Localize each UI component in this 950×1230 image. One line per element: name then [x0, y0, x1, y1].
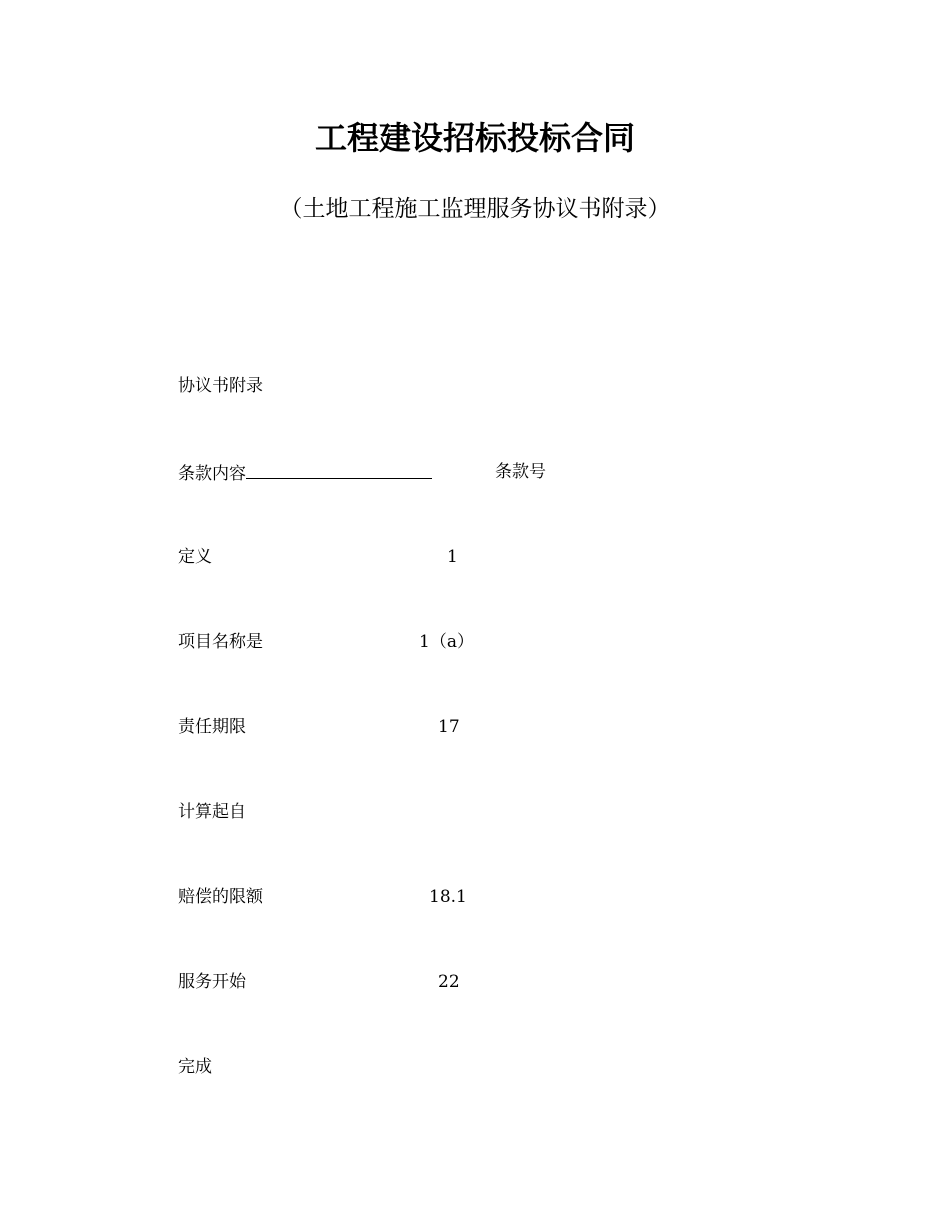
row-label: 完成 [178, 1057, 212, 1077]
row-label: 责任期限 [178, 717, 246, 737]
row-label: 赔偿的限额 [178, 887, 263, 907]
clause-content-label: 条款内容 [178, 464, 246, 484]
row-label: 项目名称是 [178, 632, 263, 652]
document-subtitle: （土地工程施工监理服务协议书附录） [279, 196, 671, 222]
clause-content-blank [246, 460, 432, 479]
header-row-left [178, 460, 432, 486]
clause-number-label: 条款号 [495, 462, 546, 482]
row-clause: 1（a） [419, 632, 474, 652]
row-label: 服务开始 [178, 972, 246, 992]
row-label: 定义 [178, 547, 212, 567]
row-clause: 18.1 [429, 887, 467, 907]
row-clause: 22 [438, 972, 460, 992]
row-clause: 1 [447, 547, 458, 567]
row-clause: 17 [438, 717, 460, 737]
section-heading: 协议书附录 [178, 376, 263, 396]
row-label: 计算起自 [178, 802, 246, 822]
document-title: 工程建设招标投标合同 [314, 119, 635, 157]
